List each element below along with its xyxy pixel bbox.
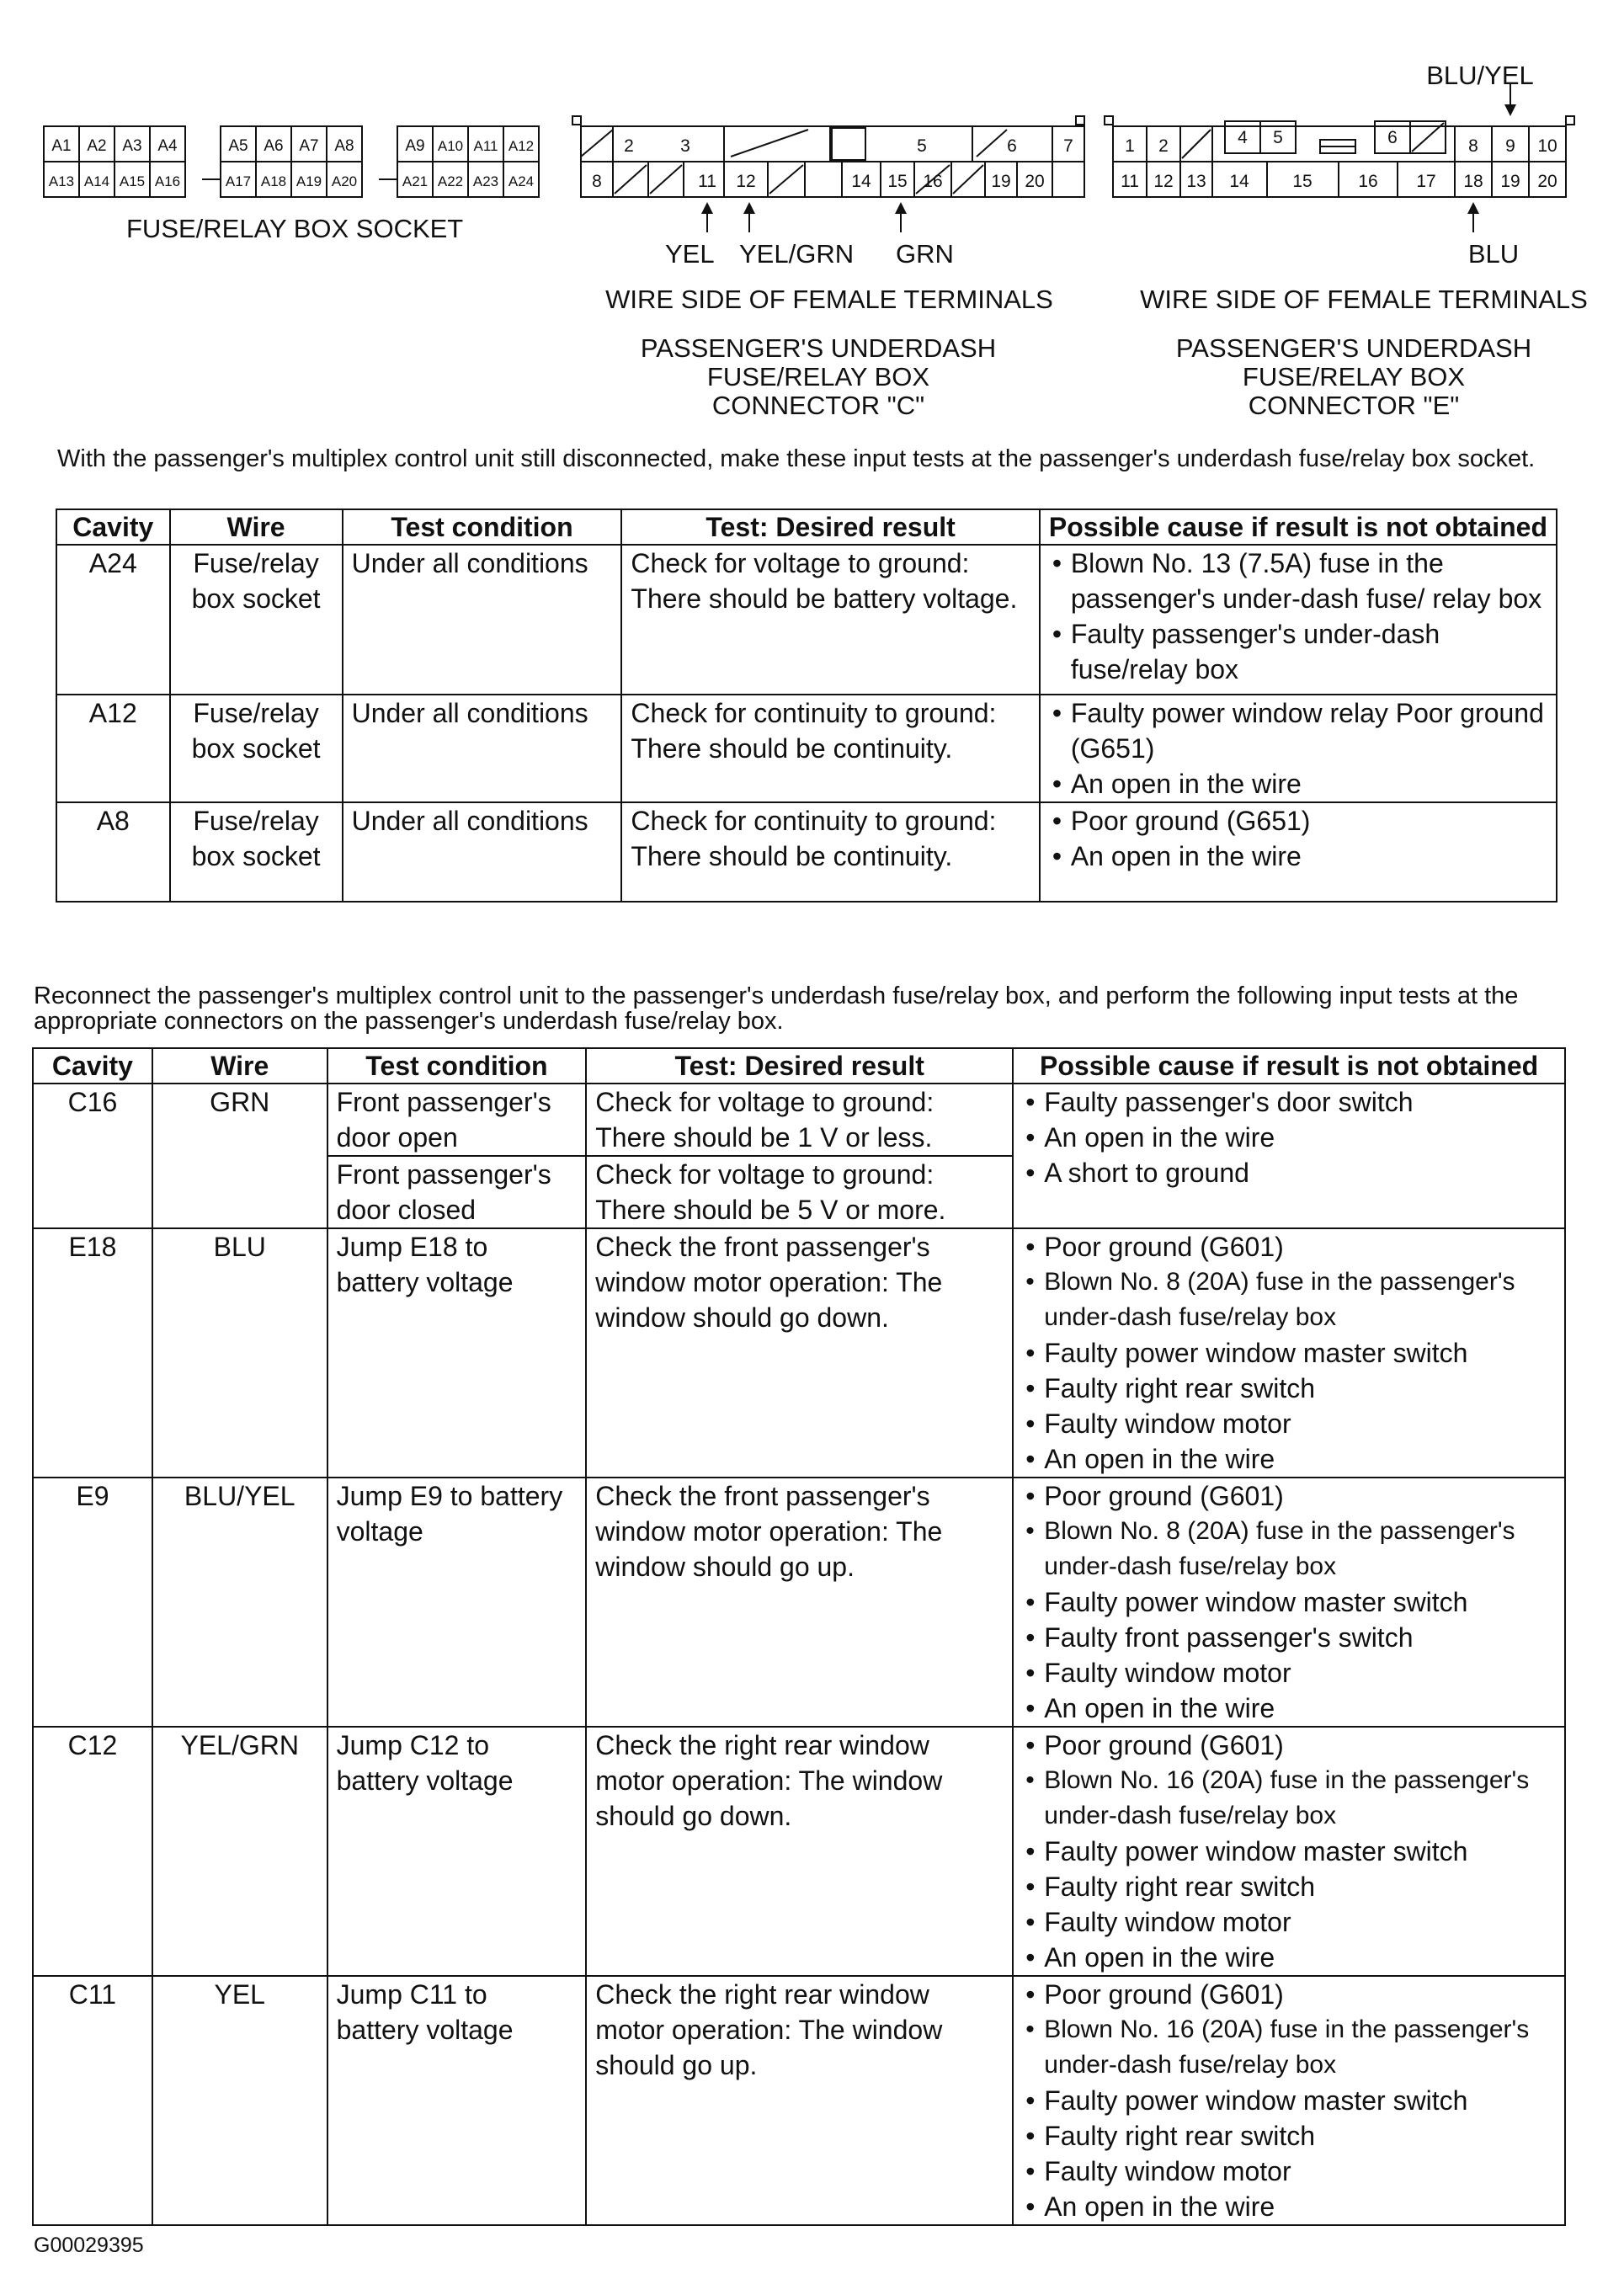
header-test-condition: Test condition — [343, 509, 622, 545]
connector-e-pin-4: 4 — [1238, 128, 1248, 147]
cause-item: • An open in the wire — [1022, 1940, 1556, 1975]
connector-e-pin-6: 6 — [1387, 128, 1398, 147]
wire-cell: Fuse/relay box socket — [170, 545, 343, 695]
cause-item: • Faulty right rear switch — [1022, 2118, 1556, 2154]
cause-item: • Poor ground (G601) — [1022, 1229, 1556, 1265]
cause-item: • Faulty window motor — [1022, 1655, 1556, 1691]
connector-e-pin-19: 19 — [1500, 172, 1520, 191]
cause-item: • Faulty window motor — [1022, 1406, 1556, 1441]
cause-item: • Blown No. 8 (20A) fuse in the passenger's under-dash fuse/relay box — [1022, 1514, 1556, 1584]
socket-label-a1: A1 — [51, 137, 72, 155]
cause-item: • Faulty power window master switch — [1022, 2083, 1556, 2118]
connector-e-pin-17: 17 — [1416, 172, 1436, 191]
cause-item: • An open in the wire — [1022, 1691, 1556, 1726]
connector-c-pin-7: 7 — [1063, 136, 1073, 156]
connector-c-side-caption: WIRE SIDE OF FEMALE TERMINALS — [605, 285, 1053, 314]
connector-c-pin-20: 20 — [1025, 172, 1045, 191]
cause-item: • Faulty passenger's door switch — [1022, 1084, 1556, 1120]
causes-cell — [1013, 1727, 1565, 1976]
table-row — [56, 545, 1557, 695]
fuse-relay-box-socket — [44, 126, 539, 243]
cause-item: • Blown No. 13 (7.5A) fuse in the passenger's under-dash fuse/ relay box — [1049, 546, 1547, 616]
wire-cell: GRN — [152, 1084, 327, 1228]
wire-cell: YEL/GRN — [152, 1727, 327, 1976]
cavity-cell: C11 — [33, 1976, 152, 2225]
header-test-condition: Test condition — [327, 1048, 587, 1084]
connector-c-pin-12: 12 — [736, 172, 756, 191]
cause-item: • Faulty power window master switch — [1022, 1834, 1556, 1869]
connector-e-pin-5: 5 — [1273, 128, 1283, 147]
result-cell: Check for continuity to ground: There should be continuity. — [621, 695, 1039, 802]
header-cavity: Cavity — [33, 1048, 152, 1084]
wire-cell: Fuse/relay box socket — [170, 802, 343, 902]
connector-e-caption-3: CONNECTOR "E" — [1248, 391, 1460, 420]
cause-item: • An open in the wire — [1022, 2189, 1556, 2224]
connector-c-pin-3: 3 — [680, 136, 690, 156]
condition-cell: Jump C12 to battery voltage — [327, 1727, 587, 1976]
connector-c-pin-14: 14 — [851, 172, 871, 191]
cavity-cell: A24 — [56, 545, 170, 695]
causes-cell — [1013, 1228, 1565, 1478]
connector-c — [572, 116, 1084, 420]
cause-item: • Poor ground (G601) — [1022, 1728, 1556, 1763]
header-cavity: Cavity — [56, 509, 170, 545]
connector-e-pin-15: 15 — [1292, 172, 1313, 191]
cause-item: • Faulty power window master switch — [1022, 1584, 1556, 1620]
cause-item: • Poor ground (G601) — [1022, 1977, 1556, 2012]
socket-label-a22: A22 — [437, 173, 464, 189]
header-wire: Wire — [152, 1048, 327, 1084]
connector-e-pin-20: 20 — [1537, 172, 1557, 191]
condition-cell: Jump E18 to battery voltage — [327, 1228, 587, 1478]
wire-label-yel-grn: YEL/GRN — [739, 239, 855, 269]
cause-item: • Poor ground (G601) — [1022, 1478, 1556, 1514]
cavity-cell: A12 — [56, 695, 170, 802]
cavity-cell: A8 — [56, 802, 170, 902]
cause-item: • A short to ground — [1022, 1155, 1556, 1190]
causes-cell — [1040, 695, 1557, 802]
cause-item: • Faulty right rear switch — [1022, 1371, 1556, 1406]
condition-cell: Under all conditions — [343, 695, 622, 802]
result-cell: Check the front passenger's window motor operation: The window should go down. — [586, 1228, 1013, 1478]
wire-cell: Fuse/relay box socket — [170, 695, 343, 802]
causes-cell — [1013, 1478, 1565, 1727]
wire-label-yel: YEL — [665, 239, 715, 269]
connector-c-pin-6: 6 — [1007, 136, 1017, 156]
connector-c-pin-5: 5 — [917, 136, 927, 156]
header-test-result: Test: Desired result — [621, 509, 1039, 545]
connector-e-side-caption: WIRE SIDE OF FEMALE TERMINALS — [1140, 285, 1588, 314]
socket-label-a4: A4 — [157, 137, 178, 155]
socket-label-a11: A11 — [473, 138, 498, 154]
cavity-cell: E9 — [33, 1478, 152, 1727]
intro-paragraph-1: With the passenger's multiplex control unit still disconnected, make these input tests at the passenger's underdash fuse/relay box socket. — [57, 445, 1536, 472]
wire-label-grn: GRN — [896, 239, 954, 269]
connector-e-caption-2: FUSE/RELAY BOX — [1242, 362, 1466, 391]
connector-diagrams — [0, 0, 1624, 429]
connector-e-pin-10: 10 — [1537, 136, 1557, 156]
causes-cell — [1040, 545, 1557, 695]
table-row — [56, 802, 1557, 902]
socket-label-a12: A12 — [508, 138, 535, 154]
header-wire: Wire — [170, 509, 343, 545]
socket-label-a17: A17 — [225, 173, 252, 189]
socket-label-a15: A15 — [119, 173, 146, 189]
header-test-result: Test: Desired result — [586, 1048, 1013, 1084]
socket-label-a6: A6 — [264, 137, 284, 155]
cause-item: • Blown No. 8 (20A) fuse in the passenger's under-dash fuse/relay box — [1022, 1265, 1556, 1335]
connector-e-pin-18: 18 — [1463, 172, 1483, 191]
table-header-row — [33, 1048, 1565, 1084]
socket-label-a2: A2 — [87, 137, 107, 155]
input-tests-table-socket — [56, 509, 1557, 903]
result-cell: Check the right rear window motor operation: The window should go up. — [586, 1976, 1013, 2225]
condition-cell: Under all conditions — [343, 802, 622, 902]
socket-label-a10: A10 — [437, 138, 464, 154]
cause-item: • Faulty front passenger's switch — [1022, 1620, 1556, 1655]
connector-e-pin-11: 11 — [1121, 172, 1139, 191]
socket-label-a21: A21 — [402, 173, 429, 189]
condition-cell: Jump E9 to battery voltage — [327, 1478, 587, 1727]
socket-label-a9: A9 — [405, 137, 425, 155]
table-row — [33, 1976, 1565, 2225]
socket-label-a23: A23 — [472, 173, 499, 189]
connector-c-caption-2: FUSE/RELAY BOX — [706, 362, 930, 391]
cause-item: • Faulty window motor — [1022, 1904, 1556, 1940]
condition-cell: Under all conditions — [343, 545, 622, 695]
header-possible-cause: Possible cause if result is not obtained — [1040, 509, 1557, 545]
table-row — [33, 1727, 1565, 1976]
socket-label-a13: A13 — [48, 173, 75, 189]
table-row — [33, 1228, 1565, 1478]
socket-caption: FUSE/RELAY BOX SOCKET — [126, 214, 464, 243]
wire-cell: YEL — [152, 1976, 327, 2225]
cavity-cell: E18 — [33, 1228, 152, 1478]
condition-cell: Front passenger's door closed — [327, 1156, 587, 1228]
causes-cell — [1013, 1976, 1565, 2225]
result-cell: Check the front passenger's window motor operation: The window should go up. — [586, 1478, 1013, 1727]
condition-cell: Front passenger's door open — [327, 1084, 587, 1156]
cause-item: • Faulty right rear switch — [1022, 1869, 1556, 1904]
connector-c-pin-2: 2 — [624, 136, 634, 156]
socket-label-a24: A24 — [508, 173, 535, 189]
connector-c-pin-11: 11 — [698, 172, 716, 191]
result-cell: Check for voltage to ground: There should be battery voltage. — [621, 545, 1039, 695]
result-cell: Check the right rear window motor operation: The window should go down. — [586, 1727, 1013, 1976]
connector-e-pin-9: 9 — [1505, 136, 1515, 156]
causes-cell — [1040, 802, 1557, 902]
condition-cell: Jump C11 to battery voltage — [327, 1976, 587, 2225]
result-cell: Check for continuity to ground: There should be continuity. — [621, 802, 1039, 902]
table-header-row — [56, 509, 1557, 545]
connector-e-pin-13: 13 — [1186, 172, 1206, 191]
figure-code: G00029395 — [34, 2234, 144, 2257]
socket-label-a3: A3 — [122, 137, 142, 155]
connector-e-pin-16: 16 — [1358, 172, 1378, 191]
wire-cell: BLU — [152, 1228, 327, 1478]
cause-item: • An open in the wire — [1022, 1120, 1556, 1155]
causes-cell — [1013, 1084, 1565, 1228]
connector-c-pin-15: 15 — [887, 172, 908, 191]
cause-item: • An open in the wire — [1049, 839, 1547, 874]
intro-paragraph-2: Reconnect the passenger's multiplex control unit to the passenger's underdash fuse/relay box, and perform the following input tests at the appropriate connectors on the passenger's underdash fuse/relay box. — [34, 982, 1519, 1035]
cause-item: • Poor ground (G651) — [1049, 803, 1547, 839]
cause-item: • Faulty power window master switch — [1022, 1335, 1556, 1371]
cause-item: • Blown No. 16 (20A) fuse in the passenger's under-dash fuse/relay box — [1022, 2012, 1556, 2083]
connector-e-pin-8: 8 — [1468, 136, 1478, 156]
input-tests-table-connectors — [32, 1047, 1566, 2226]
connector-e-pin-14: 14 — [1229, 172, 1249, 191]
connector-e-pin-1: 1 — [1125, 136, 1135, 156]
cavity-cell: C12 — [33, 1727, 152, 1976]
connector-e — [1105, 61, 1588, 420]
connector-c-pin-16: 16 — [923, 172, 943, 191]
socket-label-a20: A20 — [331, 173, 358, 189]
socket-label-a16: A16 — [154, 173, 181, 189]
result-cell: Check for voltage to ground: There should be 1 V or less. — [586, 1084, 1013, 1156]
result-cell: Check for voltage to ground: There should be 5 V or more. — [586, 1156, 1013, 1228]
wire-label-blu: BLU — [1467, 239, 1520, 269]
connector-e-pin-2: 2 — [1158, 136, 1169, 156]
socket-label-a8: A8 — [334, 137, 354, 155]
socket-label-a19: A19 — [296, 173, 322, 189]
cause-item: • Faulty passenger's under-dash fuse/relay box — [1049, 616, 1547, 687]
socket-label-a18: A18 — [260, 173, 287, 189]
table-row — [56, 695, 1557, 802]
wire-cell: BLU/YEL — [152, 1478, 327, 1727]
socket-label-a5: A5 — [228, 137, 248, 155]
connector-c-caption-1: PASSENGER'S UNDERDASH — [640, 333, 997, 363]
cause-item: • Faulty window motor — [1022, 2154, 1556, 2189]
cause-item: • Faulty power window relay Poor ground (G651) — [1049, 695, 1547, 766]
connector-e-caption-1: PASSENGER'S UNDERDASH — [1175, 333, 1532, 363]
header-possible-cause: Possible cause if result is not obtained — [1013, 1048, 1565, 1084]
table-row — [33, 1478, 1565, 1727]
connector-e-pin-12: 12 — [1153, 172, 1174, 191]
table-row-c16-open — [33, 1084, 1565, 1156]
connector-c-pin-19: 19 — [991, 172, 1011, 191]
socket-label-a14: A14 — [83, 173, 110, 189]
cause-item: • An open in the wire — [1022, 1441, 1556, 1477]
connector-c-caption-3: CONNECTOR "C" — [711, 391, 925, 420]
cause-item: • Blown No. 16 (20A) fuse in the passenger's under-dash fuse/relay box — [1022, 1763, 1556, 1834]
wire-label-blu-yel: BLU/YEL — [1426, 61, 1534, 90]
cause-item: • An open in the wire — [1049, 766, 1547, 801]
connector-c-pin-8: 8 — [592, 172, 602, 191]
cavity-cell: C16 — [33, 1084, 152, 1228]
socket-label-a7: A7 — [299, 137, 319, 155]
